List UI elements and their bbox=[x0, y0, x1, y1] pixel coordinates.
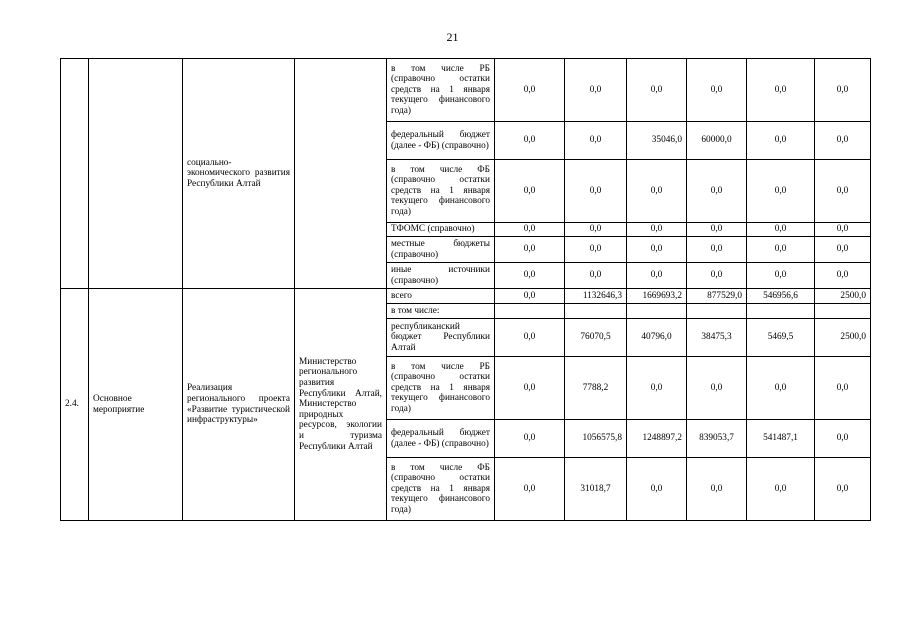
source-cell: федеральный бюджет (далее - ФБ) (справочно) bbox=[387, 122, 495, 160]
value-cell: 60000,0 bbox=[687, 122, 747, 160]
value-cell: 541487,1 bbox=[747, 420, 815, 458]
value-cell: 0,0 bbox=[815, 237, 871, 263]
value-cell: 2500,0 bbox=[815, 289, 871, 304]
value-cell bbox=[815, 304, 871, 319]
page-number: 21 bbox=[446, 30, 459, 44]
value-cell: 839053,7 bbox=[687, 420, 747, 458]
value-cell: 31018,7 bbox=[565, 458, 627, 521]
source-cell: в том числе РБ (справочно остатки средств на 1 января текущего финансового года) bbox=[387, 59, 495, 122]
value-cell: 0,0 bbox=[627, 357, 687, 420]
executor-cell bbox=[295, 59, 387, 289]
value-cell: 0,0 bbox=[495, 223, 565, 237]
source-cell: ТФОМС (справочно) bbox=[387, 223, 495, 237]
value-cell: 0,0 bbox=[815, 59, 871, 122]
value-cell: 0,0 bbox=[747, 263, 815, 289]
measure-name-cell: социально-экономического развития Республики Алтай bbox=[183, 59, 295, 289]
value-cell: 0,0 bbox=[747, 122, 815, 160]
number-cell bbox=[61, 59, 89, 289]
value-cell: 0,0 bbox=[747, 357, 815, 420]
value-cell: 0,0 bbox=[495, 263, 565, 289]
value-cell: 0,0 bbox=[627, 263, 687, 289]
value-cell: 0,0 bbox=[627, 223, 687, 237]
value-cell: 40796,0 bbox=[627, 319, 687, 357]
value-cell bbox=[565, 304, 627, 319]
value-cell: 76070,5 bbox=[565, 319, 627, 357]
value-cell bbox=[495, 304, 565, 319]
value-cell: 0,0 bbox=[495, 289, 565, 304]
value-cell: 5469,5 bbox=[747, 319, 815, 357]
value-cell: 0,0 bbox=[495, 59, 565, 122]
value-cell: 1056575,8 bbox=[565, 420, 627, 458]
value-cell: 1669693,2 bbox=[627, 289, 687, 304]
value-cell: 0,0 bbox=[565, 223, 627, 237]
table-row bbox=[61, 59, 871, 122]
value-cell: 0,0 bbox=[495, 357, 565, 420]
table-row bbox=[61, 289, 871, 304]
source-cell: иные источники (справочно) bbox=[387, 263, 495, 289]
value-cell: 0,0 bbox=[747, 160, 815, 223]
source-cell: в том числе ФБ (справочно остатки средств на 1 января текущего финансового года) bbox=[387, 458, 495, 521]
value-cell: 0,0 bbox=[565, 263, 627, 289]
value-cell: 0,0 bbox=[627, 160, 687, 223]
value-cell: 0,0 bbox=[815, 223, 871, 237]
value-cell: 0,0 bbox=[495, 458, 565, 521]
value-cell: 0,0 bbox=[495, 160, 565, 223]
value-cell: 0,0 bbox=[687, 223, 747, 237]
source-cell: в том числе ФБ (справочно остатки средств на 1 января текущего финансового года) bbox=[387, 160, 495, 223]
funding-table bbox=[60, 58, 871, 521]
item-number-cell: 2.4. bbox=[61, 289, 89, 521]
value-cell: 877529,0 bbox=[687, 289, 747, 304]
value-cell: 0,0 bbox=[687, 458, 747, 521]
value-cell: 0,0 bbox=[495, 319, 565, 357]
value-cell: 1248897,2 bbox=[627, 420, 687, 458]
value-cell: 0,0 bbox=[747, 237, 815, 263]
value-cell: 7788,2 bbox=[565, 357, 627, 420]
value-cell: 0,0 bbox=[747, 223, 815, 237]
value-cell: 0,0 bbox=[495, 122, 565, 160]
value-cell: 0,0 bbox=[815, 160, 871, 223]
source-cell: в том числе РБ (справочно остатки средств на 1 января текущего финансового года) bbox=[387, 357, 495, 420]
value-cell: 0,0 bbox=[565, 237, 627, 263]
value-cell: 0,0 bbox=[815, 458, 871, 521]
value-cell: 0,0 bbox=[687, 160, 747, 223]
source-cell: всего bbox=[387, 289, 495, 304]
item-type-cell: Основное мероприятие bbox=[89, 289, 183, 521]
value-cell: 0,0 bbox=[815, 122, 871, 160]
value-cell bbox=[627, 304, 687, 319]
value-cell: 0,0 bbox=[687, 237, 747, 263]
value-cell: 0,0 bbox=[627, 458, 687, 521]
value-cell: 0,0 bbox=[815, 420, 871, 458]
value-cell: 0,0 bbox=[495, 420, 565, 458]
source-cell: местные бюджеты (справочно) bbox=[387, 237, 495, 263]
source-cell: федеральный бюджет (далее - ФБ) (справочно) bbox=[387, 420, 495, 458]
source-cell: республиканский бюджет Республики Алтай bbox=[387, 319, 495, 357]
value-cell: 0,0 bbox=[815, 357, 871, 420]
value-cell: 0,0 bbox=[565, 59, 627, 122]
value-cell: 0,0 bbox=[747, 458, 815, 521]
value-cell bbox=[687, 304, 747, 319]
value-cell: 1132646,3 bbox=[565, 289, 627, 304]
value-cell: 0,0 bbox=[687, 357, 747, 420]
value-cell: 38475,3 bbox=[687, 319, 747, 357]
value-cell: 0,0 bbox=[495, 237, 565, 263]
source-cell: в том числе: bbox=[387, 304, 495, 319]
value-cell: 0,0 bbox=[687, 263, 747, 289]
executor-cell: Министерство регионального развития Республики Алтай, Министерство природных ресурсов, экологии и туризма Республики Алтай bbox=[295, 289, 387, 521]
value-cell: 0,0 bbox=[627, 59, 687, 122]
value-cell: 546956,6 bbox=[747, 289, 815, 304]
type-cell bbox=[89, 59, 183, 289]
value-cell bbox=[747, 304, 815, 319]
value-cell: 0,0 bbox=[565, 160, 627, 223]
item-name-cell: Реализация регионального проекта «Развитие туристической инфраструктуры» bbox=[183, 289, 295, 521]
value-cell: 0,0 bbox=[627, 237, 687, 263]
value-cell: 0,0 bbox=[747, 59, 815, 122]
value-cell: 0,0 bbox=[687, 59, 747, 122]
value-cell: 2500,0 bbox=[815, 319, 871, 357]
value-cell: 0,0 bbox=[565, 122, 627, 160]
value-cell: 35046,0 bbox=[627, 122, 687, 160]
value-cell: 0,0 bbox=[815, 263, 871, 289]
